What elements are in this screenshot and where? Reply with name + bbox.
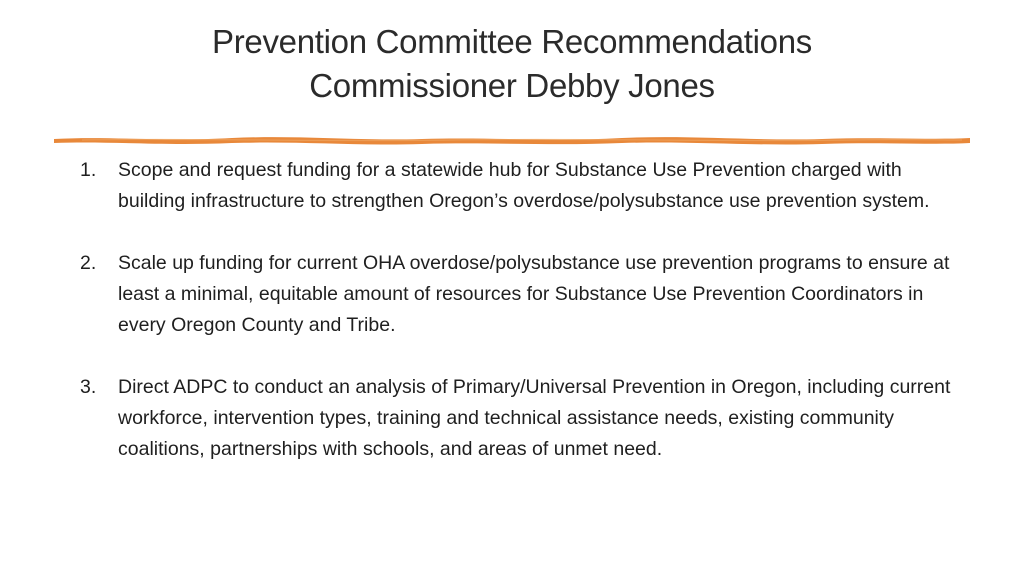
item-number: 1. bbox=[80, 159, 97, 181]
title-line-2: Commissioner Debby Jones bbox=[309, 67, 715, 104]
item-text: Direct ADPC to conduct an analysis of Primary/Universal Prevention in Oregon, including current workforce, intervention types, training and technical assistance needs, existing community coalitions, partnerships with schools, and areas of unmet need. bbox=[118, 376, 951, 460]
item-number: 3. bbox=[80, 376, 97, 398]
item-text: Scale up funding for current OHA overdose/polysubstance use prevention programs to ensure at least a minimal, equitable amount of resources for Substance Use Prevention Coordinators in every Oregon County and Tribe. bbox=[118, 252, 950, 336]
title-line-1: Prevention Committee Recommendations bbox=[212, 23, 812, 60]
recommendations-list bbox=[80, 155, 970, 465]
brush-stroke-divider bbox=[52, 128, 972, 152]
item-number: 2. bbox=[80, 252, 97, 274]
list-item bbox=[80, 155, 970, 217]
slide-title bbox=[0, 20, 1024, 108]
list-item bbox=[80, 372, 970, 465]
list-item bbox=[80, 248, 970, 341]
item-text: Scope and request funding for a statewide hub for Substance Use Prevention charged with building infrastructure to strengthen Oregon’s overdose/polysubstance use prevention system. bbox=[118, 159, 930, 212]
